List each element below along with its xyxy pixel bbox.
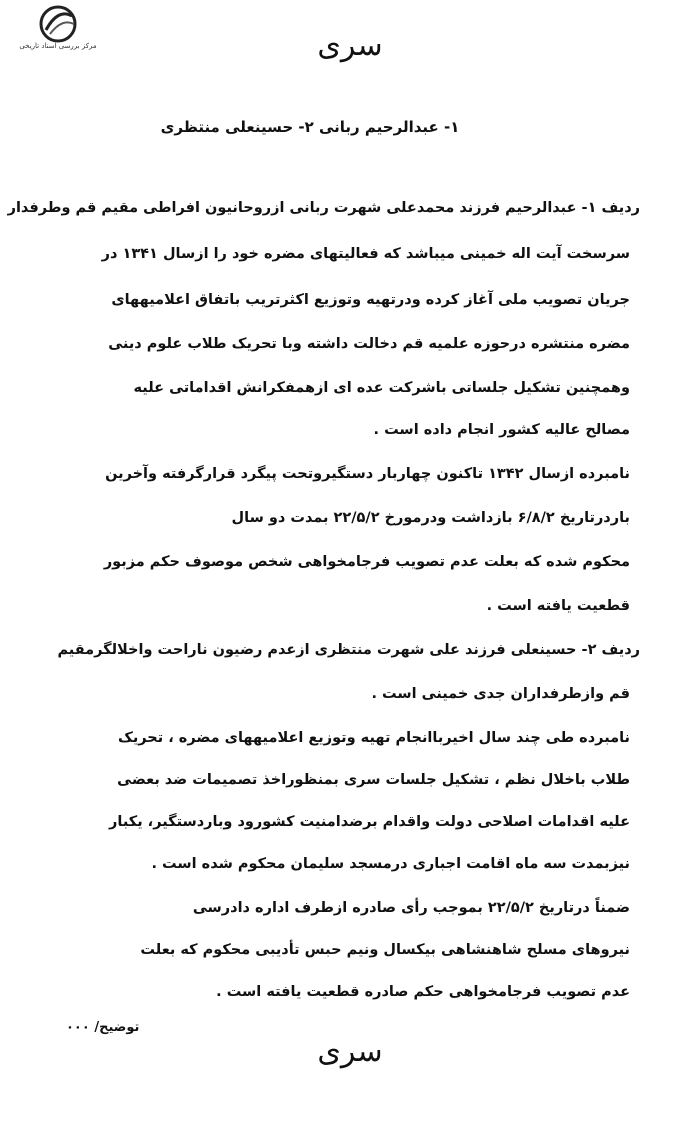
paragraph-line: محکوم شده که بعلت عدم تصویب فرجامخواهی شخص موصوف حکم مزبور	[103, 554, 630, 570]
paragraph-line: وهمچنین تشکیل جلساتی باشرکت عده ای ازهمفکرانش اقداماتی علیه	[133, 380, 630, 396]
paragraph-line: نیروهای مسلح شاهنشاهی بیکسال ونیم حبس تأدیبی محکوم که بعلت	[140, 942, 630, 958]
paragraph-line: قطعیت یافته است .	[486, 598, 630, 614]
paragraph-line: سرسخت آیت اله خمینی میباشد که فعالیتهای مضره خود را ازسال ۱۳۴۱ در	[101, 246, 630, 262]
paragraph-line: باردرتاریخ ۶/۸/۲ بازداشت ودرمورخ ۲۲/۵/۲ بمدت دو سال	[231, 510, 630, 526]
watermark-text: مرکز بررسی اسناد تاریخی	[19, 42, 97, 50]
paragraph-line: نیزبمدت سه ماه اقامت اجباری درمسجد سلیمان محکوم شده است .	[151, 856, 630, 872]
paragraph-line: ضمناً درتاریخ ۲۲/۵/۲ بموجب رأی صادره ازطرف اداره دادرسی	[192, 900, 630, 916]
classification-bottom: سری	[317, 1034, 383, 1069]
paragraph-line: علیه اقدامات اصلاحی دولت واقدام برضدامنیت کشورود وباردستگیر، یکبار	[109, 814, 630, 830]
classification-top: سری	[317, 28, 383, 63]
paragraph-line: عدم تصویب فرجامخواهی حکم صادره قطعیت یافته است .	[216, 984, 630, 1000]
paragraph-line: ردیف ۱- عبدالرحیم فرزند محمدعلی شهرت ربانی ازروحانیون افراطی مقیم قم وطرفدار	[7, 200, 640, 216]
paragraph-line: طلاب باخلال نظم ، تشکیل جلسات سری بمنظوراخذ تصمیمات ضد بعضی	[117, 772, 630, 788]
paragraph-line: ردیف ۲- حسینعلی فرزند علی شهرت منتظری ازعدم رضیون ناراحت واخلالگرمقیم	[57, 642, 640, 658]
paragraph-line: قم وازطرفداران جدی خمینی است .	[371, 686, 630, 702]
footer-note: توضیح/ ۰۰۰	[66, 1020, 140, 1035]
paragraph-line: نامبرده ازسال ۱۳۴۲ تاکنون چهاربار دستگیروتحت پیگرد قرارگرفته وآخرین	[105, 466, 630, 482]
paragraph-line: مصالح عالیه کشور انجام داده است .	[373, 422, 630, 438]
paragraph-line: نامبرده طی چند سال اخیرباانجام تهیه وتوزیع اعلامیههای مضره ، تحریک	[117, 730, 630, 746]
paragraph-line: مضره منتشره درحوزه علمیه قم دخالت داشته وبا تحریک طلاب علوم دینی	[108, 336, 630, 352]
subject-line: ۱- عبدالرحیم ربانی ۲- حسینعلی منتظری	[160, 118, 460, 136]
paragraph-line: جریان تصویب ملی آغاز کرده ودرتهیه وتوزیع اکثرتریب باتفاق اعلامیههای	[111, 292, 630, 308]
